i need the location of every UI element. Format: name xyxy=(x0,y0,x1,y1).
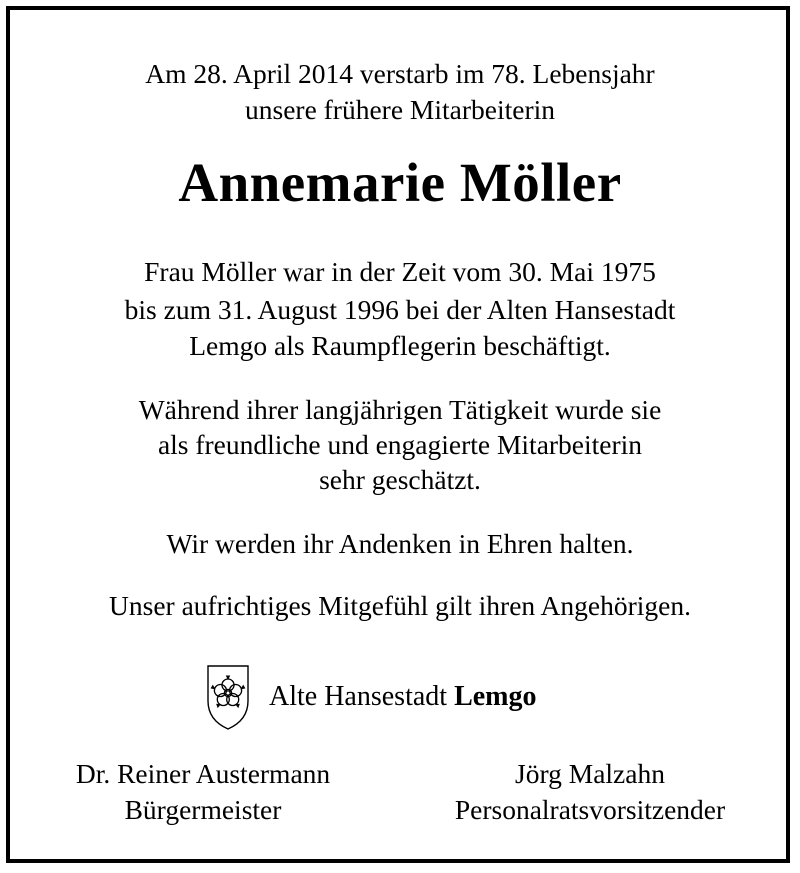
signatory-title-2: Personalratsvorsitzender xyxy=(454,794,726,825)
organization-name-regular: Alte Hansestadt xyxy=(269,681,448,712)
remembrance-line: Wir werden ihr Andenken in Ehren halten. xyxy=(166,528,634,559)
condolence-line: Unser aufrichtiges Mitgefühl gilt ihren Angehörigen. xyxy=(109,590,691,621)
intro-line-1: Am 28. April 2014 verstarb im 78. Lebensjahr xyxy=(145,58,655,89)
signatory-name-1: Dr. Reiner Austermann xyxy=(75,758,331,789)
employment-line-3: Lemgo als Raumpflegerin beschäftigt. xyxy=(189,330,611,361)
organization-name-bold: Lemgo xyxy=(454,681,537,712)
signatory-name-2: Jörg Malzahn xyxy=(515,758,665,789)
tribute-line-2: als freundliche und engagierte Mitarbeiterin xyxy=(157,429,643,460)
signatory-title-1: Bürgermeister xyxy=(124,794,282,825)
employment-line-2: bis zum 31. August 1996 bei der Alten Hansestadt xyxy=(124,294,676,325)
intro-line-2: unsere frühere Mitarbeiterin xyxy=(245,94,555,125)
organization-signature xyxy=(205,662,537,732)
lemgo-rose-crest-icon xyxy=(205,663,251,731)
deceased-name: Annemarie Möller xyxy=(178,152,622,213)
tribute-line-3: sehr geschätzt. xyxy=(319,464,481,495)
tribute-line-1: Während ihrer langjährigen Tätigkeit wurde sie xyxy=(138,394,662,425)
employment-line-1: Frau Möller war in der Zeit vom 30. Mai 1975 xyxy=(144,256,656,287)
organization-name xyxy=(269,683,537,711)
